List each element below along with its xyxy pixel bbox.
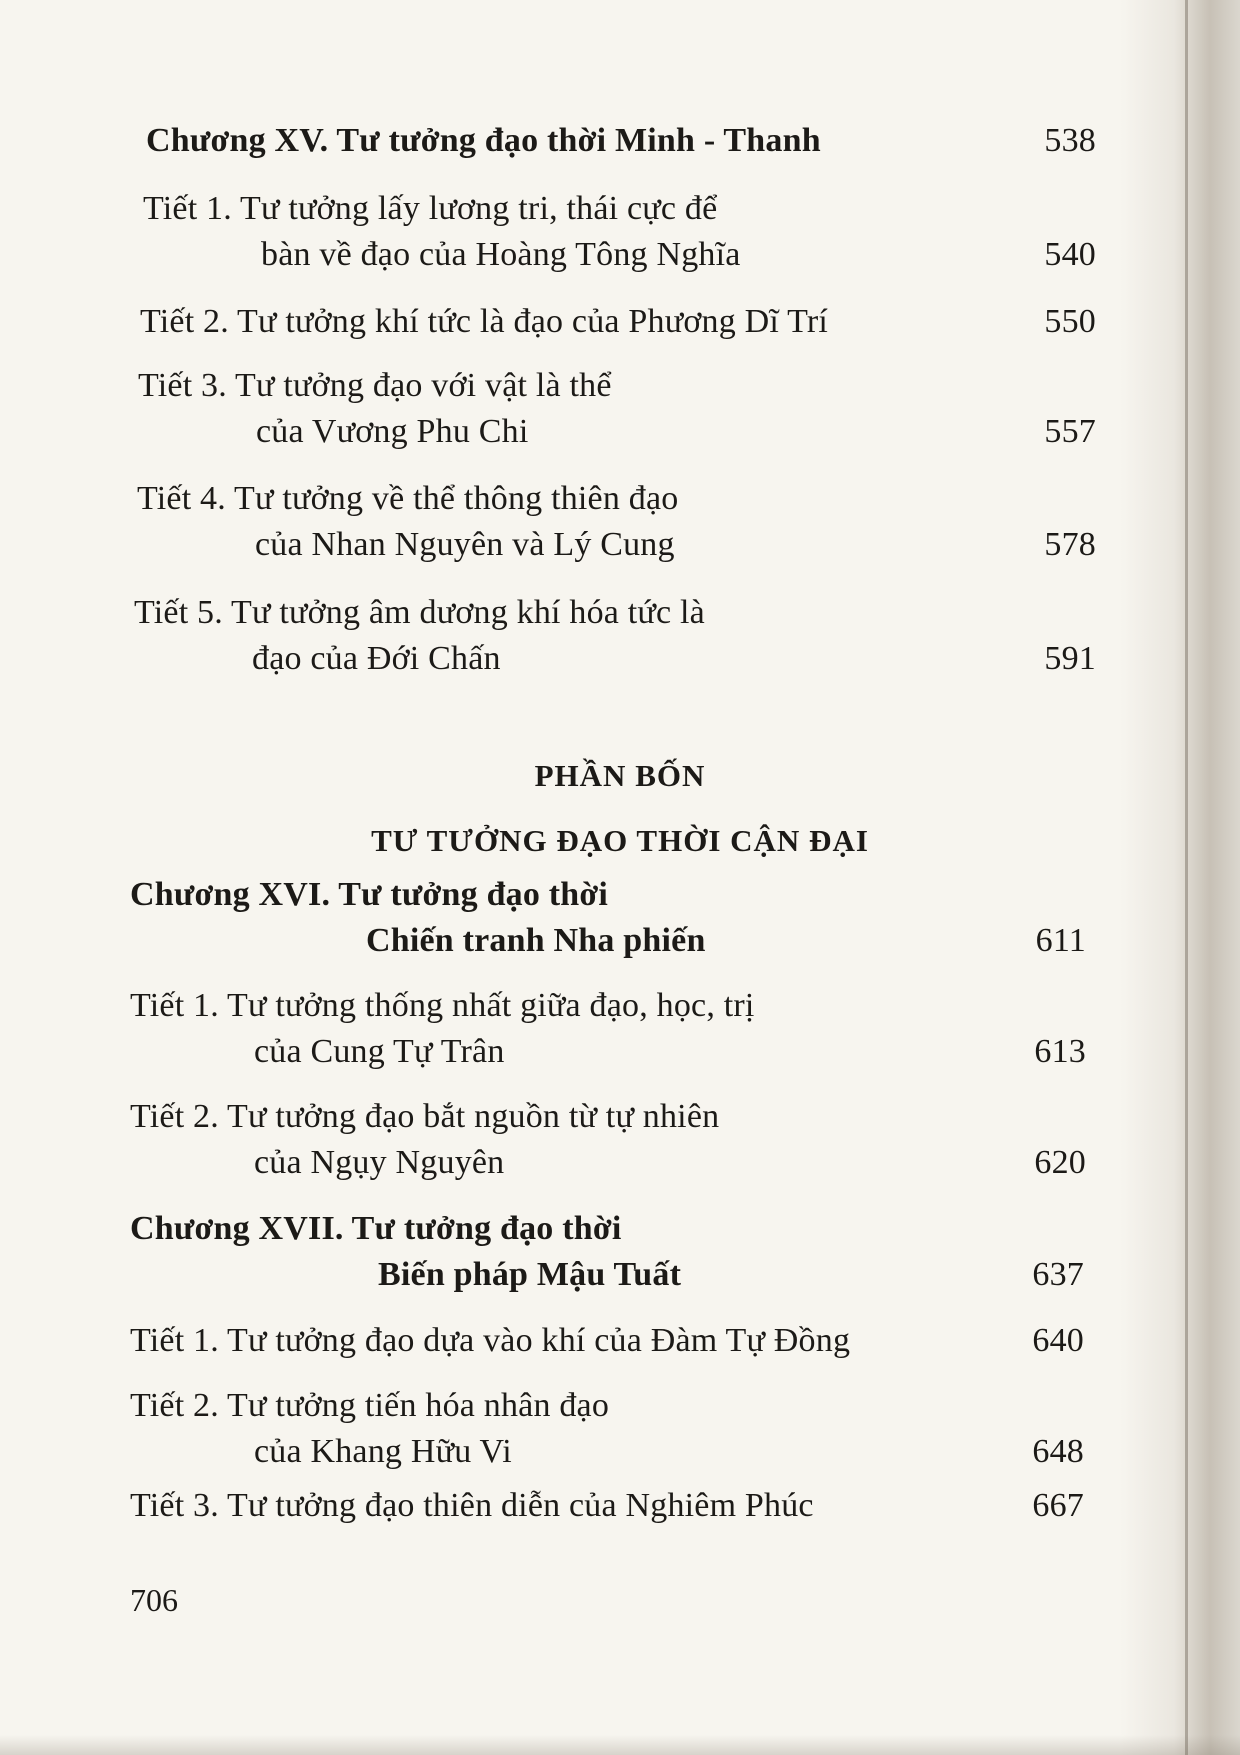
toc-page-number: 611 — [1035, 922, 1086, 959]
toc-page-number: 648 — [1032, 1433, 1084, 1470]
toc-page-number: 667 — [1032, 1487, 1084, 1524]
toc-line: Tiết 2. Tư tưởng tiến hóa nhân đạo — [130, 1387, 610, 1424]
toc-page-number: 613 — [1034, 1033, 1086, 1070]
bottom-shadow — [0, 1735, 1240, 1755]
toc-line: Chương XVI. Tư tưởng đạo thời — [130, 876, 609, 913]
toc-section — [138, 363, 1096, 455]
toc-line: Tiết 1. Tư tưởng thống nhất giữa đạo, học, trị — [130, 987, 755, 1024]
part-title: TƯ TƯỞNG ĐẠO THỜI CẬN ĐẠI — [371, 823, 869, 858]
toc-page-number: 538 — [1044, 122, 1096, 159]
toc-page-number: 591 — [1044, 640, 1096, 677]
toc-chapter-xvii — [130, 1206, 1084, 1298]
toc-section — [130, 1483, 1084, 1529]
toc-section — [134, 590, 1096, 682]
toc-line: Chiến tranh Nha phiến — [366, 922, 706, 959]
toc-page-number: 550 — [1044, 303, 1096, 340]
toc-line: Tiết 2. Tư tưởng khí tức là đạo của Phương Dĩ Trí — [140, 303, 829, 340]
toc-section — [130, 1318, 1084, 1364]
toc-page-number: 540 — [1044, 236, 1096, 273]
page-number: 706 — [130, 1582, 178, 1618]
toc-section — [143, 186, 1096, 278]
toc-line: Tiết 4. Tư tưởng về thể thông thiên đạo — [137, 480, 679, 517]
toc-chapter-xvi — [130, 872, 1086, 964]
toc-line: của Ngụy Nguyên — [254, 1144, 505, 1181]
toc-line: Chương XV. Tư tưởng đạo thời Minh - Thanh — [146, 122, 821, 159]
toc-page-number: 620 — [1034, 1144, 1086, 1181]
part-label: PHẦN BỐN — [534, 758, 706, 793]
toc-page-number: 637 — [1032, 1256, 1084, 1293]
toc-line: của Vương Phu Chi — [256, 413, 529, 450]
toc-line: của Khang Hữu Vi — [254, 1433, 512, 1470]
toc-page-number: 557 — [1044, 413, 1096, 450]
toc-line: Tiết 1. Tư tưởng lấy lương tri, thái cực để — [143, 190, 718, 227]
toc-line: của Cung Tự Trân — [254, 1033, 505, 1070]
toc-line: Biến pháp Mậu Tuất — [378, 1256, 682, 1293]
toc-line: của Nhan Nguyên và Lý Cung — [255, 526, 675, 563]
toc-section — [130, 1094, 1086, 1186]
toc-line: Tiết 5. Tư tưởng âm dương khí hóa tức là — [134, 594, 705, 631]
toc-line: Tiết 3. Tư tưởng đạo thiên diễn của Nghiêm Phúc — [130, 1487, 814, 1524]
toc-section — [130, 1383, 1084, 1475]
toc-section — [140, 299, 1096, 345]
binding-shadow — [1120, 0, 1240, 1755]
toc-line: Tiết 3. Tư tưởng đạo với vật là thể — [138, 367, 612, 404]
toc-line: Chương XVII. Tư tưởng đạo thời — [130, 1210, 622, 1247]
toc-line: đạo của Đới Chấn — [252, 640, 501, 677]
toc-chapter-xv — [146, 118, 1096, 164]
toc-page-number: 578 — [1044, 526, 1096, 563]
toc-line: bàn về đạo của Hoàng Tông Nghĩa — [261, 236, 741, 273]
toc-line: Tiết 2. Tư tưởng đạo bắt nguồn từ tự nhiên — [130, 1098, 720, 1135]
binding-edge — [1185, 0, 1188, 1755]
toc-line: Tiết 1. Tư tưởng đạo dựa vào khí của Đàm Tự Đồng — [130, 1322, 851, 1359]
toc-page-number: 640 — [1032, 1322, 1084, 1359]
toc-section — [137, 476, 1096, 568]
toc-section — [130, 983, 1086, 1075]
